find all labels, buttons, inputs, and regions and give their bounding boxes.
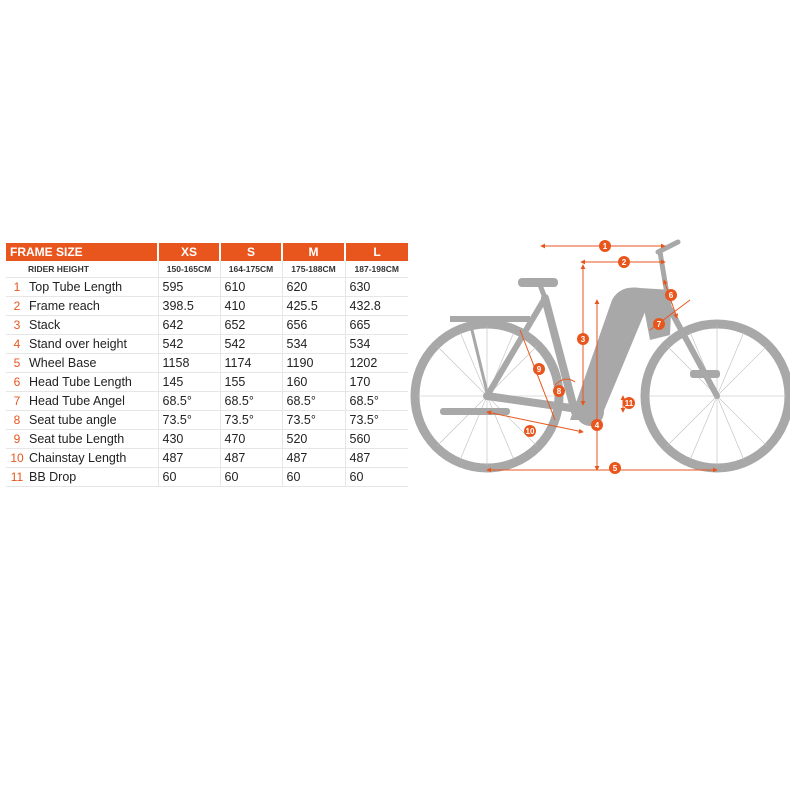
row-label: Head Tube Length <box>28 373 158 392</box>
value-s: 73.5° <box>220 411 282 430</box>
svg-text:11: 11 <box>624 399 634 408</box>
value-l: 487 <box>345 449 408 468</box>
value-m: 487 <box>282 449 345 468</box>
table-row <box>6 468 408 487</box>
marker-6 <box>665 289 677 301</box>
value-m: 60 <box>282 468 345 487</box>
value-l: 665 <box>345 316 408 335</box>
value-xs: 398.5 <box>158 297 220 316</box>
size-header-xs: XS <box>158 243 220 261</box>
value-m: 68.5° <box>282 392 345 411</box>
value-s: 68.5° <box>220 392 282 411</box>
value-xs: 68.5° <box>158 392 220 411</box>
row-label: Stand over height <box>28 335 158 354</box>
svg-text:9: 9 <box>536 365 542 374</box>
value-xs: 487 <box>158 449 220 468</box>
marker-5 <box>609 462 621 474</box>
row-number: 5 <box>6 354 28 373</box>
table-row <box>6 373 408 392</box>
value-xs: 595 <box>158 278 220 297</box>
row-label: BB Drop <box>28 468 158 487</box>
rider-height-row <box>6 261 408 278</box>
table-row <box>6 354 408 373</box>
row-number: 8 <box>6 411 28 430</box>
row-label: Seat tube Length <box>28 430 158 449</box>
row-label: Top Tube Length <box>28 278 158 297</box>
table-row <box>6 430 408 449</box>
table-row <box>6 449 408 468</box>
svg-text:2: 2 <box>621 258 627 267</box>
marker-11 <box>623 397 635 409</box>
value-l: 630 <box>345 278 408 297</box>
value-l: 73.5° <box>345 411 408 430</box>
size-header-l: L <box>345 243 408 261</box>
value-xs: 642 <box>158 316 220 335</box>
row-number: 2 <box>6 297 28 316</box>
value-s: 610 <box>220 278 282 297</box>
value-l: 60 <box>345 468 408 487</box>
row-label: Seat tube angle <box>28 411 158 430</box>
value-s: 1174 <box>220 354 282 373</box>
value-m: 425.5 <box>282 297 345 316</box>
value-l: 68.5° <box>345 392 408 411</box>
svg-text:7: 7 <box>656 320 662 329</box>
row-number: 10 <box>6 449 28 468</box>
row-label: Stack <box>28 316 158 335</box>
row-number: 9 <box>6 430 28 449</box>
value-l: 432.8 <box>345 297 408 316</box>
row-label: Head Tube Angel <box>28 392 158 411</box>
value-m: 620 <box>282 278 345 297</box>
marker-10 <box>524 425 536 437</box>
row-number: 7 <box>6 392 28 411</box>
table-row <box>6 411 408 430</box>
table-row <box>6 278 408 297</box>
size-header-m: M <box>282 243 345 261</box>
svg-text:3: 3 <box>580 335 586 344</box>
row-label: Wheel Base <box>28 354 158 373</box>
rider-height-label: RIDER HEIGHT <box>28 261 158 278</box>
bike-geometry-diagram <box>410 230 790 490</box>
geometry-table <box>6 243 408 487</box>
svg-text:5: 5 <box>612 464 618 473</box>
table-row <box>6 316 408 335</box>
table-row <box>6 297 408 316</box>
value-xs: 145 <box>158 373 220 392</box>
marker-8 <box>553 385 565 397</box>
value-s: 410 <box>220 297 282 316</box>
row-number: 4 <box>6 335 28 354</box>
marker-2 <box>618 256 630 268</box>
value-m: 160 <box>282 373 345 392</box>
rider-height-m: 175-188CM <box>282 261 345 278</box>
row-label: Frame reach <box>28 297 158 316</box>
value-l: 534 <box>345 335 408 354</box>
value-s: 155 <box>220 373 282 392</box>
rider-height-l: 187-198CM <box>345 261 408 278</box>
marker-3 <box>577 333 589 345</box>
svg-text:1: 1 <box>602 242 608 251</box>
value-xs: 73.5° <box>158 411 220 430</box>
marker-4 <box>591 419 603 431</box>
row-number: 6 <box>6 373 28 392</box>
marker-7 <box>653 318 665 330</box>
value-m: 656 <box>282 316 345 335</box>
value-l: 560 <box>345 430 408 449</box>
marker-1 <box>599 240 611 252</box>
table-header-row <box>6 243 408 261</box>
value-l: 170 <box>345 373 408 392</box>
row-number: 1 <box>6 278 28 297</box>
value-s: 542 <box>220 335 282 354</box>
svg-text:10: 10 <box>525 427 535 436</box>
value-xs: 542 <box>158 335 220 354</box>
svg-text:8: 8 <box>556 387 562 396</box>
value-s: 487 <box>220 449 282 468</box>
value-s: 60 <box>220 468 282 487</box>
frame-size-header: FRAME SIZE <box>6 243 158 261</box>
row-number: 11 <box>6 468 28 487</box>
value-m: 520 <box>282 430 345 449</box>
table-row <box>6 392 408 411</box>
rider-height-xs: 150-165CM <box>158 261 220 278</box>
value-m: 1190 <box>282 354 345 373</box>
marker-9 <box>533 363 545 375</box>
table-row <box>6 335 408 354</box>
value-l: 1202 <box>345 354 408 373</box>
value-xs: 430 <box>158 430 220 449</box>
svg-text:6: 6 <box>668 291 674 300</box>
svg-text:4: 4 <box>594 421 600 430</box>
value-m: 73.5° <box>282 411 345 430</box>
value-s: 652 <box>220 316 282 335</box>
value-xs: 60 <box>158 468 220 487</box>
value-s: 470 <box>220 430 282 449</box>
row-label: Chainstay Length <box>28 449 158 468</box>
value-m: 534 <box>282 335 345 354</box>
rider-height-s: 164-175CM <box>220 261 282 278</box>
row-number: 3 <box>6 316 28 335</box>
size-header-s: S <box>220 243 282 261</box>
value-xs: 1158 <box>158 354 220 373</box>
